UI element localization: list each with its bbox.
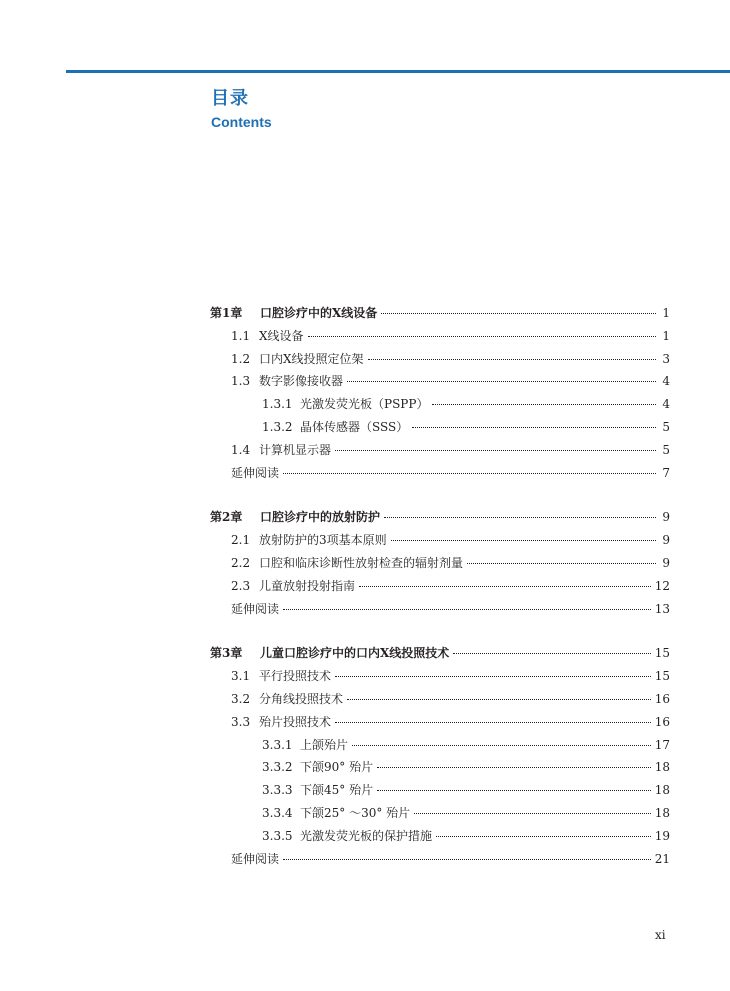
toc-entry[interactable]	[210, 418, 670, 441]
dot-leader	[384, 516, 656, 518]
dot-leader	[436, 835, 651, 837]
toc-entry-page: 9	[662, 533, 670, 548]
toc-entry-page: 18	[654, 760, 670, 775]
toc-entry-page: 5	[662, 442, 670, 457]
dot-leader	[352, 744, 651, 746]
toc-entry[interactable]	[210, 350, 670, 373]
toc-entry-page: 15	[654, 669, 670, 684]
toc-entry-title: 下颌90° 殆片	[300, 760, 374, 775]
toc-entry-title: 数字影像接收器	[259, 374, 344, 389]
dot-leader	[368, 358, 656, 360]
toc-entry-number: 3.3.1	[262, 737, 293, 752]
dot-leader	[432, 403, 656, 405]
toc-entry[interactable]	[210, 327, 670, 350]
dot-leader	[391, 539, 656, 541]
dot-leader	[381, 312, 656, 314]
toc-entry-number: 3.2	[231, 691, 251, 706]
toc-entry-page: 15	[654, 646, 670, 661]
toc-entry[interactable]	[210, 531, 670, 554]
toc-entry[interactable]	[210, 667, 670, 690]
toc-entry[interactable]	[210, 690, 670, 713]
dot-leader	[347, 698, 651, 700]
toc-entry-page: 3	[662, 351, 670, 366]
toc-entry-number: 1.3	[231, 374, 251, 389]
toc-entry-title: 光激发荧光板的保护措施	[300, 828, 433, 843]
toc-entry-page: 1	[662, 328, 670, 343]
toc-entry-number: 3.1	[231, 669, 251, 684]
toc-entry-title: 放射防护的3项基本原则	[259, 533, 387, 548]
toc-chapter-heading[interactable]	[210, 304, 670, 327]
toc-entry-page: 4	[662, 397, 670, 412]
dot-leader	[453, 652, 650, 654]
toc-entry-title: 殆片投照技术	[259, 714, 332, 729]
toc-entry-page: 21	[654, 851, 670, 866]
dot-leader	[335, 449, 656, 451]
dot-leader	[335, 721, 651, 723]
toc-entry-page: 1	[662, 306, 670, 320]
toc-entry-title: 上颌殆片	[300, 737, 349, 752]
page-title: 目录	[211, 88, 249, 109]
toc-entry-page: 9	[662, 510, 670, 525]
toc-entry-number: 1.4	[231, 442, 251, 457]
toc-entry-number: 3.3.3	[262, 783, 293, 798]
toc-entry-number: 2.3	[231, 578, 251, 593]
toc-entry-title: 口腔诊疗中的X线设备	[260, 306, 378, 320]
dot-leader	[412, 426, 656, 428]
toc-chapter-heading[interactable]	[210, 508, 670, 531]
toc-entry[interactable]	[210, 464, 670, 487]
toc-entry-number: 第3章	[210, 646, 243, 661]
page-heading	[211, 88, 272, 131]
page-subtitle: Contents	[211, 114, 272, 130]
toc-entry[interactable]	[210, 372, 670, 395]
dot-leader	[308, 335, 656, 337]
dot-leader	[347, 380, 656, 382]
toc-entry-title: 计算机显示器	[259, 442, 332, 457]
toc-entry[interactable]	[210, 781, 670, 804]
toc-chapter	[210, 508, 670, 622]
dot-leader	[414, 812, 651, 814]
toc-chapter-heading[interactable]	[210, 644, 670, 667]
toc-entry-number: 2.2	[231, 555, 251, 570]
toc-entry-title: 晶体传感器（SSS）	[300, 419, 409, 434]
toc-entry-title: 平行投照技术	[259, 669, 332, 684]
toc-entry-page: 12	[654, 578, 670, 593]
toc-entry-page: 5	[662, 419, 670, 434]
toc-chapter	[210, 644, 670, 872]
toc-entry-title: 延伸阅读	[231, 851, 280, 866]
toc-entry-number: 1.1	[231, 328, 251, 343]
dot-leader	[335, 675, 651, 677]
toc-entry-page: 16	[654, 714, 670, 729]
toc-entry-page: 18	[654, 805, 670, 820]
toc-entry-number: 1.3.1	[262, 397, 293, 412]
toc-entry-title: 口腔诊疗中的放射防护	[260, 510, 381, 525]
dot-leader	[377, 789, 651, 791]
toc-entry-page: 16	[654, 691, 670, 706]
dot-leader	[283, 858, 651, 860]
table-of-contents	[210, 304, 670, 894]
toc-entry-title: 光激发荧光板（PSPP）	[300, 397, 429, 412]
toc-entry[interactable]	[210, 827, 670, 850]
toc-entry-page: 9	[662, 555, 670, 570]
page-number: xi	[655, 928, 666, 942]
toc-entry-title: 口腔和临床诊断性放射检查的辐射剂量	[259, 555, 464, 570]
toc-entry-number: 3.3.4	[262, 805, 293, 820]
dot-leader	[467, 562, 656, 564]
toc-entry-number: 第2章	[210, 510, 243, 525]
toc-entry[interactable]	[210, 713, 670, 736]
toc-entry-page: 7	[662, 465, 670, 480]
toc-entry-number: 3.3	[231, 714, 251, 729]
toc-entry[interactable]	[210, 736, 670, 759]
toc-entry-number: 1.2	[231, 351, 251, 366]
toc-entry-number: 1.3.2	[262, 419, 293, 434]
toc-entry-title: 下颌25° ～30° 殆片	[300, 805, 411, 820]
toc-chapter	[210, 304, 670, 486]
toc-entry[interactable]	[210, 600, 670, 623]
toc-entry-number: 2.1	[231, 533, 251, 548]
toc-entry[interactable]	[210, 441, 670, 464]
toc-entry[interactable]	[210, 850, 670, 873]
toc-entry-page: 17	[654, 737, 670, 752]
dot-leader	[283, 608, 651, 610]
toc-entry-title: 儿童放射投射指南	[259, 578, 356, 593]
toc-entry[interactable]	[210, 554, 670, 577]
dot-leader	[359, 585, 651, 587]
toc-entry-title: 延伸阅读	[231, 601, 280, 616]
dot-leader	[377, 766, 651, 768]
toc-entry-number: 第1章	[210, 306, 243, 320]
toc-entry-title: 下颌45° 殆片	[300, 783, 374, 798]
toc-entry-page: 18	[654, 783, 670, 798]
toc-entry-title: 分角线投照技术	[259, 691, 344, 706]
toc-entry-title: 儿童口腔诊疗中的口内X线投照技术	[260, 646, 450, 661]
toc-entry[interactable]	[210, 395, 670, 418]
toc-entry-title: 延伸阅读	[231, 465, 280, 480]
toc-entry-page: 19	[654, 828, 670, 843]
toc-entry-title: 口内X线投照定位架	[259, 351, 364, 366]
toc-entry[interactable]	[210, 577, 670, 600]
toc-entry[interactable]	[210, 758, 670, 781]
dot-leader	[283, 472, 656, 474]
toc-entry-title: X线设备	[259, 328, 304, 343]
toc-entry[interactable]	[210, 804, 670, 827]
header-rule	[66, 70, 730, 73]
toc-entry-page: 13	[654, 601, 670, 616]
toc-entry-number: 3.3.5	[262, 828, 293, 843]
toc-entry-page: 4	[662, 374, 670, 389]
toc-entry-number: 3.3.2	[262, 760, 293, 775]
